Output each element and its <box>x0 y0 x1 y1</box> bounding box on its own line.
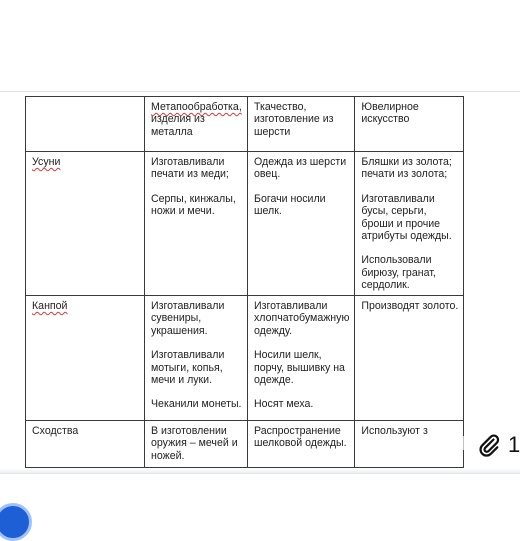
avatar[interactable] <box>0 503 32 541</box>
row-label-usuni: Усуни <box>26 152 145 296</box>
table-cell: Изготавливали печати из меди; Серпы, кинжалы, ножи и мечи. <box>145 152 248 296</box>
spellcheck-word: Метапообработка, <box>151 101 242 113</box>
row-label-kanpoy: Канпой <box>26 296 145 421</box>
bottom-bar <box>0 473 520 522</box>
table-cell: Изготавливали хлопчатобумажную одежду. Носили шелк, порчу, вышивку на одежде. Носят меха. <box>248 296 355 421</box>
table-row <box>26 152 464 296</box>
row-label-similarities: Сходства <box>26 421 145 468</box>
page-top-divider <box>0 91 520 92</box>
header-cell-metalwork: Метапообработка, изделия из металла <box>145 97 248 152</box>
paperclip-icon[interactable] <box>474 430 504 460</box>
table-cell: Распространение шелковой одежды. <box>248 421 355 468</box>
header-cell-weaving: Ткачество, изготовление из шерсти <box>248 97 355 152</box>
table-row <box>26 421 464 468</box>
table-cell: Изготавливали сувениры, украшения. Изготавливали мотыги, копья, мечи и луки. Чеканили монеты. <box>145 296 248 421</box>
paperclip-icon-glyph <box>477 433 501 457</box>
table-cell: Используют з <box>355 421 464 468</box>
table-cell: Одежда из шерсти овец. Богачи носили шелк. <box>248 152 355 296</box>
edge-glyph: 1 <box>508 432 520 457</box>
table-header-row <box>26 97 464 152</box>
table-cell: Производят золото. <box>355 296 464 421</box>
header-cell-jewelry: Ювелирное искусство <box>355 97 464 152</box>
table-cell: Бляшки из золота; печати из золота; Изготавливали бусы, серьги, броши и прочие атрибуты одежды. Использовали бирюзу, гранат, сердолик. <box>355 152 464 296</box>
table-cell: В изготовлении оружия – мечей и ножей. <box>145 421 248 468</box>
comparison-table <box>25 96 464 468</box>
table-row <box>26 296 464 421</box>
header-cell-empty <box>26 97 145 152</box>
text-fade <box>458 436 466 450</box>
